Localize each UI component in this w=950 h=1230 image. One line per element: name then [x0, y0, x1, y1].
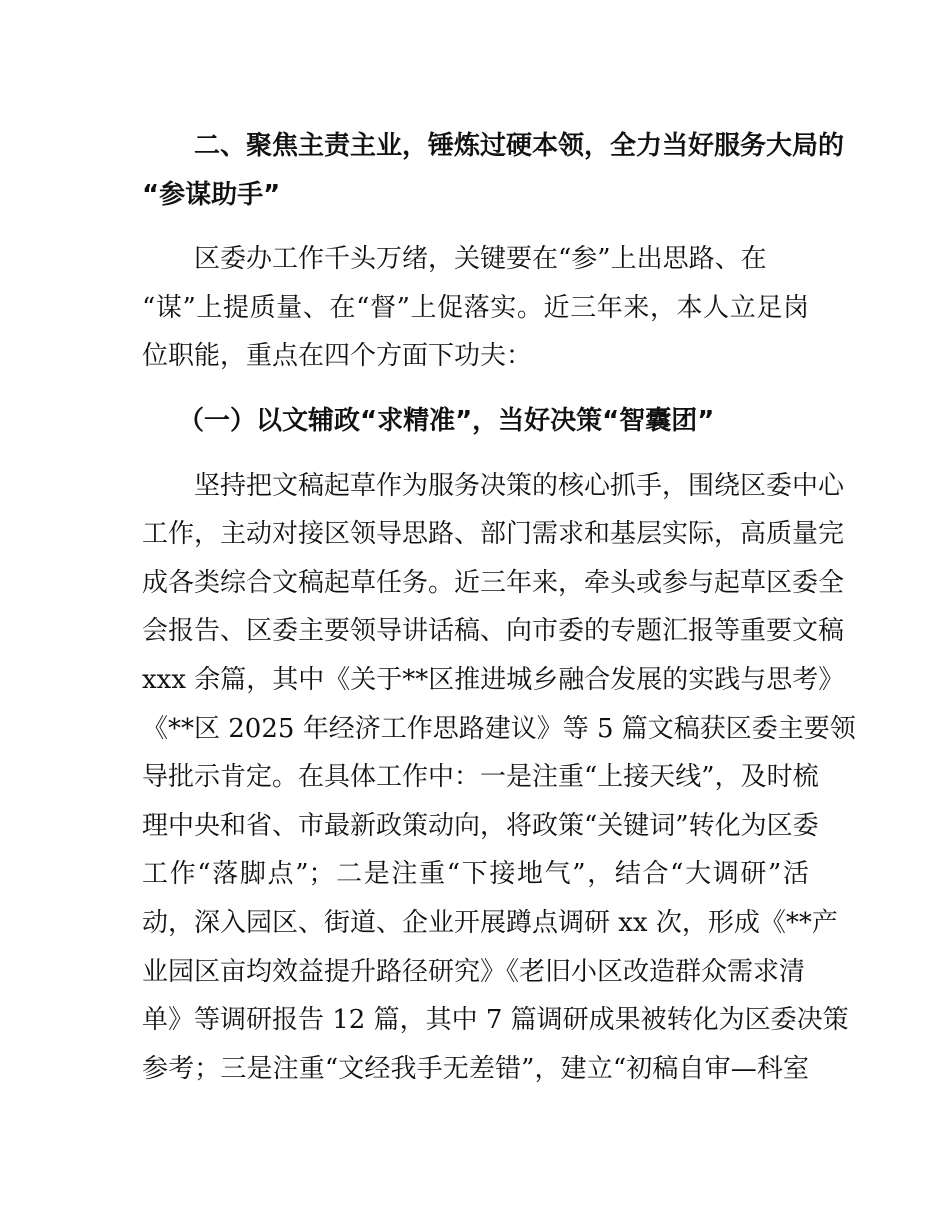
body-line: 动，深入园区、街道、企业开展蹲点调研 xx 次，形成《**产: [142, 907, 838, 938]
section-heading-line-1: 二、聚焦主责主业，锤炼过硬本领，全力当好服务大局的: [194, 131, 845, 161]
body-line: 导批示肯定。在具体工作中：一是注重“上接天线”，及时梳: [142, 762, 819, 793]
body-line: 理中央和省、市最新政策动向，将政策“关键词”转化为区委: [142, 810, 819, 841]
body-line: xxx 余篇，其中《关于**区推进城乡融合发展的实践与思考》: [142, 664, 845, 695]
body-line: 会报告、区委主要领导讲话稿、向市委的专题汇报等重要文稿: [142, 616, 845, 647]
body-line: 坚持把文稿起草作为服务决策的核心抓手，围绕区委中心: [194, 470, 845, 501]
intro-line-1: 区委办工作千头万绪，关键要在“参”上出思路、在: [194, 244, 767, 275]
subsection-heading: （一）以文辅政“求精准”，当好决策“智囊团”: [178, 405, 715, 436]
document-page: [142, 122, 856, 1093]
section-heading-line-2: “参谋助手”: [142, 179, 281, 210]
body-line: 成各类综合文稿起草任务。近三年来，牵头或参与起草区委全: [142, 567, 845, 598]
intro-line-2: “谋”上提质量、在“督”上促落实。近三年来，本人立足岗: [142, 292, 809, 323]
intro-line-3: 位职能，重点在四个方面下功夫：: [142, 341, 533, 372]
body-line: 工作“落脚点”；二是注重“下接地气”，结合“大调研”活: [142, 859, 809, 890]
body-line: 《**区 2025 年经济工作思路建议》等 5 篇文稿获区委主要领: [142, 713, 856, 744]
body-line: 单》等调研报告 12 篇，其中 7 篇调研成果被转化为区委决策: [142, 1005, 849, 1036]
body-line: 业园区亩均效益提升路径研究》《老旧小区改造群众需求清: [142, 956, 806, 987]
body-line: 参考；三是注重“文经我手无差错”，建立“初稿自审—科室: [142, 1053, 809, 1084]
body-line: 工作，主动对接区领导思路、部门需求和基层实际，高质量完: [142, 519, 845, 550]
